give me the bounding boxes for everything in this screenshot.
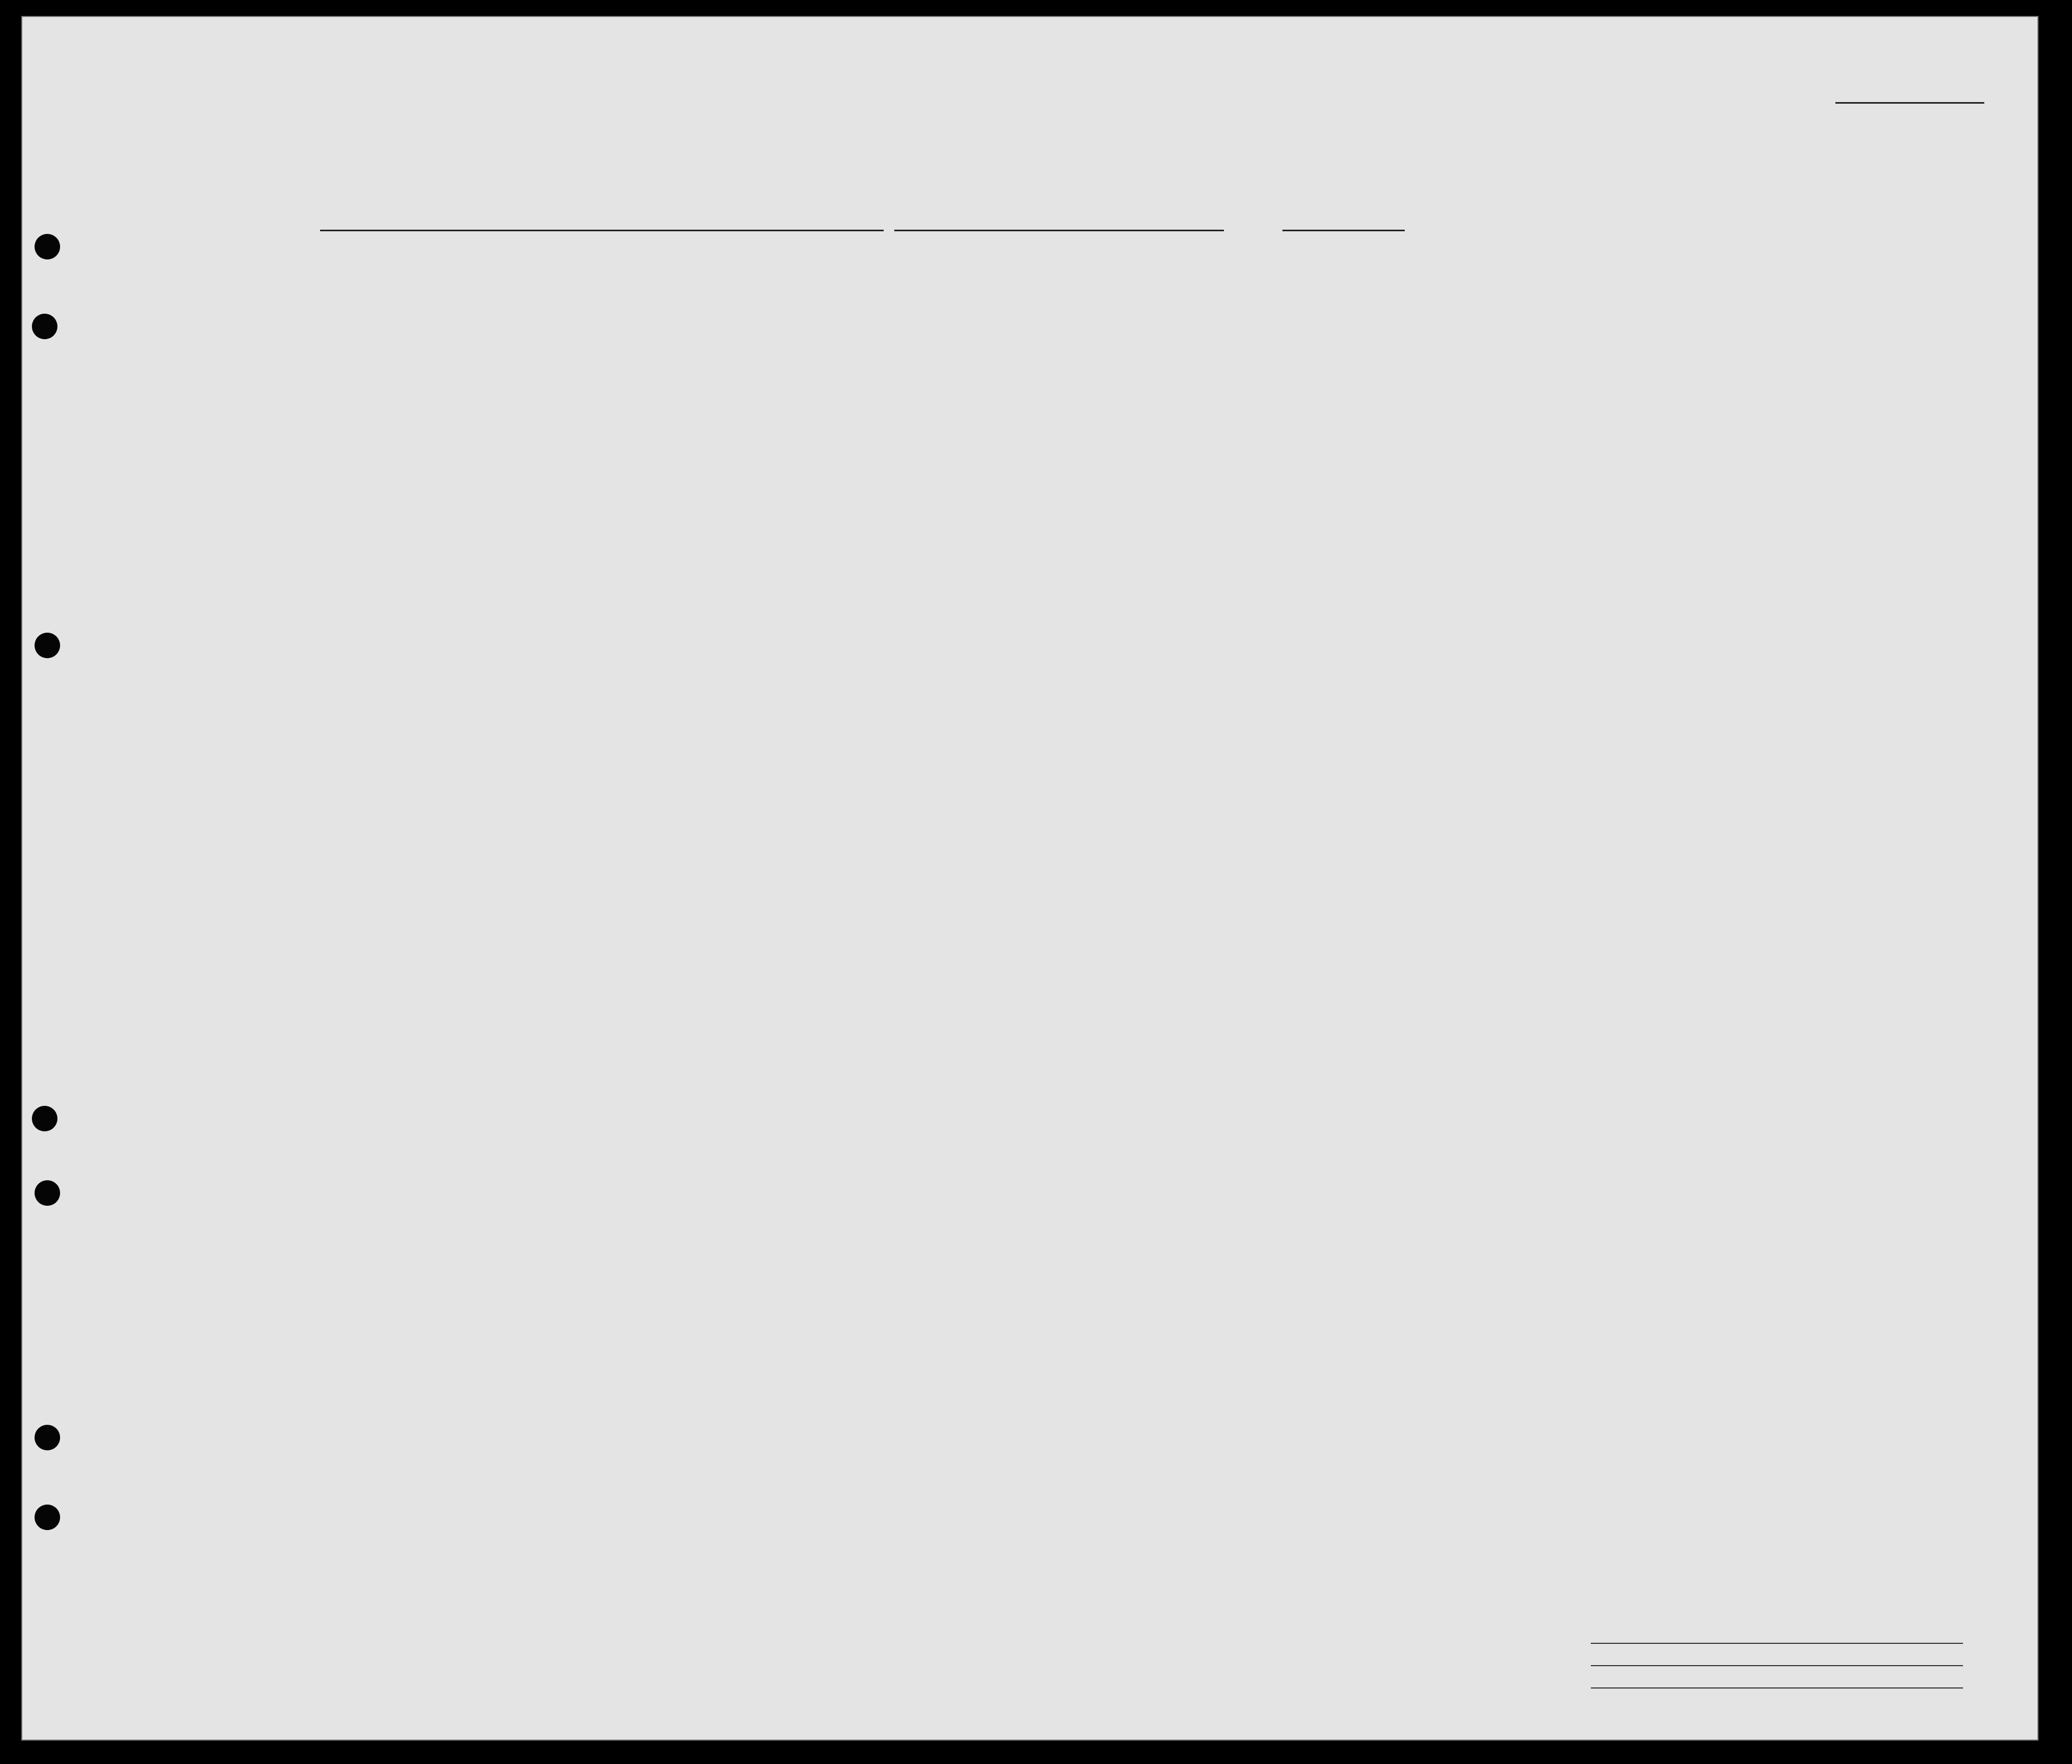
binder-hole: [35, 1425, 60, 1450]
manifest-sheet: [21, 16, 2039, 1741]
binder-hole: [35, 1505, 60, 1530]
binder-hole: [35, 633, 60, 658]
binder-hole: [32, 1106, 57, 1131]
binder-hole: [35, 234, 60, 259]
binder-hole: [32, 314, 57, 339]
binder-hole: [35, 1180, 60, 1206]
